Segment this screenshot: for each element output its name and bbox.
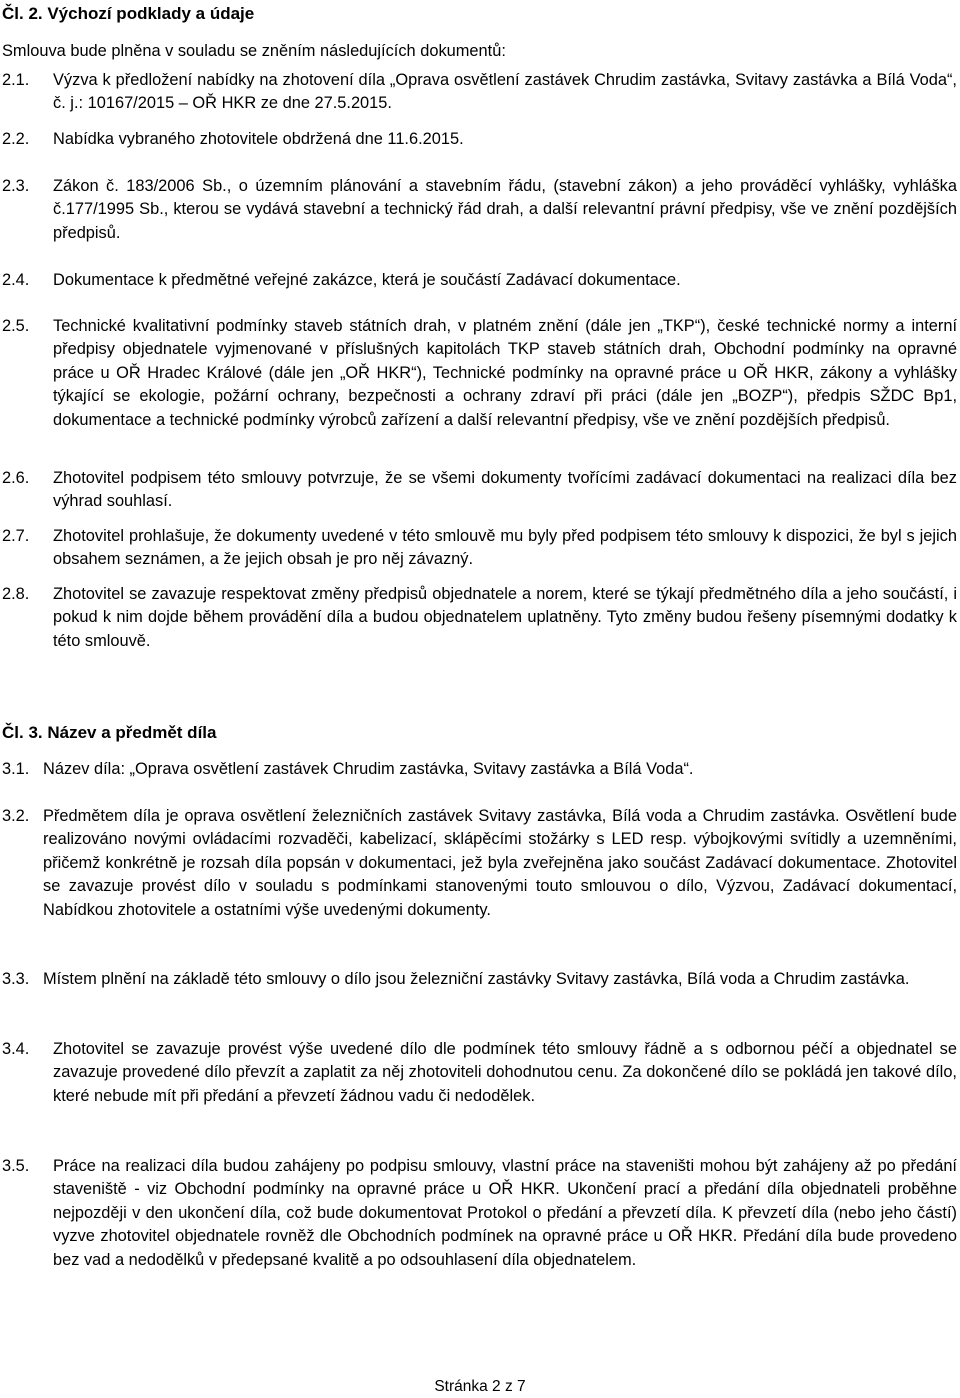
article-2-intro: Smlouva bude plněna v souladu se zněním následujících dokumentů: [2,42,506,60]
clause-text: Technické kvalitativní podmínky staveb státních drah, v platném znění (dále jen „TKP“), české technické normy a interní předpisy objednatele vyjmenované v příslušných kapitolách TKP staveb státních drah, Obchodní podmínky na opravné práce u OŘ Hradec Králové (dále jen „OŘ HKR“), Technické podmínky na opravné práce u OŘ HKR, zákony a vyhlášky týkající se ekologie, požární ochrany, bezpečnosti a ochrany zdraví při práci (dále jen „BOZP“), předpis SŽDC Bp1, dokumentace a technické podmínky výrobců zařízení a další relevantní předpisy, vše ve znění pozdějších předpisů. [53,317,957,429]
clause-text: Nabídka vybraného zhotovitele obdržená dne 11.6.2015. [53,130,464,148]
clause-text: Výzva k předložení nabídky na zhotovení díla „Oprava osvětlení zastávek Chrudim zastávka, Svitavy zastávka a Bílá Voda“, č. j.: 10167/2015 – OŘ HKR ze dne 27.5.2015. [53,71,957,113]
clause-text: Dokumentace k předmětné veřejné zakázce, která je součástí Zadávací dokumentace. [53,271,681,289]
clause-text: Název díla: „Oprava osvětlení zastávek Chrudim zastávka, Svitavy zastávka a Bílá Voda“. [43,760,694,778]
clause-number: 3.5. [2,1157,30,1175]
clause-text: Zákon č. 183/2006 Sb., o územním plánování a stavebním řádu, (stavební zákon) a jeho prováděcí vyhlášky, vyhláška č.177/1995 Sb., kterou se vydává stavební a technický řád drah, a další relevantní právní předpisy, vše ve znění pozdějších předpisů. [53,177,957,242]
article-3-heading: Čl. 3. Název a předmět díla [2,723,217,742]
clause-text: Zhotovitel se zavazuje respektovat změny předpisů objednatele a norem, které se týkají předmětného díla a jeho součástí, i pokud k nim dojde během provádění díla a budou objednatelem uplatněny. Tyto změny budou řešeny písemnými dodatky k této smlouvě. [53,585,957,650]
clause-2-7 [2,525,957,572]
clause-2-5 [2,315,957,432]
clause-3-1 [2,758,957,781]
clause-text: Práce na realizaci díla budou zahájeny po podpisu smlouvy, vlastní práce na staveništi mohou být zahájeny až po předání staveniště - viz Obchodní podmínky na opravné práce u OŘ HKR. Ukončení prací a předání díla objednateli proběhne nejpozději v den ukončení díla, což bude dokumentovat Protokol o předání a převzetí díla. K převzetí díla (nebo jeho částí) vyzve zhotovitel objednatele rovněž dle Obchodních podmínek na opravné práce u OŘ HKR. Předání díla bude provedeno bez vad a nedodělků v předepsané kvalitě a po odsouhlasení díla objednatelem. [53,1157,957,1269]
article-2-heading: Čl. 2. Výchozí podklady a údaje [2,4,255,23]
clause-number: 2.5. [2,317,30,335]
clause-number: 3.3. [2,970,30,988]
clause-text: Zhotovitel podpisem této smlouvy potvrzuje, že se všemi dokumenty tvořícími zadávací dokumentaci na realizaci díla bez výhrad souhlasí. [53,469,957,511]
clause-3-5 [2,1155,957,1272]
clause-number: 3.2. [2,807,30,825]
page-footer: Stránka 2 z 7 [434,1378,526,1395]
clause-2-1 [2,69,957,116]
clause-2-4 [2,269,957,292]
clause-number: 2.8. [2,585,30,603]
clause-number: 2.1. [2,71,30,89]
clause-text: Zhotovitel prohlašuje, že dokumenty uvedené v této smlouvě mu byly před podpisem této smlouvy k dispozici, že byl s jejich obsahem seznámen, a že jejich obsah je pro něj závazný. [53,527,957,569]
clause-number: 3.1. [2,760,30,778]
clause-3-3 [2,968,957,991]
clause-2-6 [2,467,957,514]
clause-number: 2.3. [2,177,30,195]
clause-number: 2.6. [2,469,30,487]
clause-2-8 [2,583,957,653]
clause-text: Předmětem díla je oprava osvětlení železničních zastávek Svitavy zastávka, Bílá voda a Chrudim zastávka. Osvětlení bude realizováno novými ovládacími rozvaděči, kabelizací, sklápěcími stožárky s LED resp. výbojkovými svítidly a uzemněními, přičemž konkrétně je rozsah díla popsán v dokumentaci, jež byla zveřejněna jako součást Zadávací dokumentace. Zhotovitel se zavazuje provést dílo v souladu s podmínkami stanovenými touto smlouvou o dílo, Výzvou, Zadávací dokumentací, Nabídkou zhotovitele a ostatními výše uvedenými dokumenty. [43,807,957,919]
clause-number: 3.4. [2,1040,30,1058]
clause-2-3 [2,175,957,245]
clause-text: Zhotovitel se zavazuje provést výše uvedené dílo dle podmínek této smlouvy řádně a s odbornou péčí a objednatel se zavazuje provedené dílo převzít a zaplatit za něj zhotoviteli dohodnutou cenu. Za dokončené dílo se pokládá jen takové dílo, které nebude mít při předání a převzetí žádnou vadu či nedodělek. [53,1040,957,1105]
clause-2-2 [2,128,957,151]
clause-number: 2.4. [2,271,30,289]
clause-number: 2.2. [2,130,30,148]
clause-3-4 [2,1038,957,1108]
clause-text: Místem plnění na základě této smlouvy o dílo jsou železniční zastávky Svitavy zastávka, Bílá voda a Chrudim zastávka. [43,970,910,988]
clause-3-2 [2,805,957,922]
clause-number: 2.7. [2,527,30,545]
